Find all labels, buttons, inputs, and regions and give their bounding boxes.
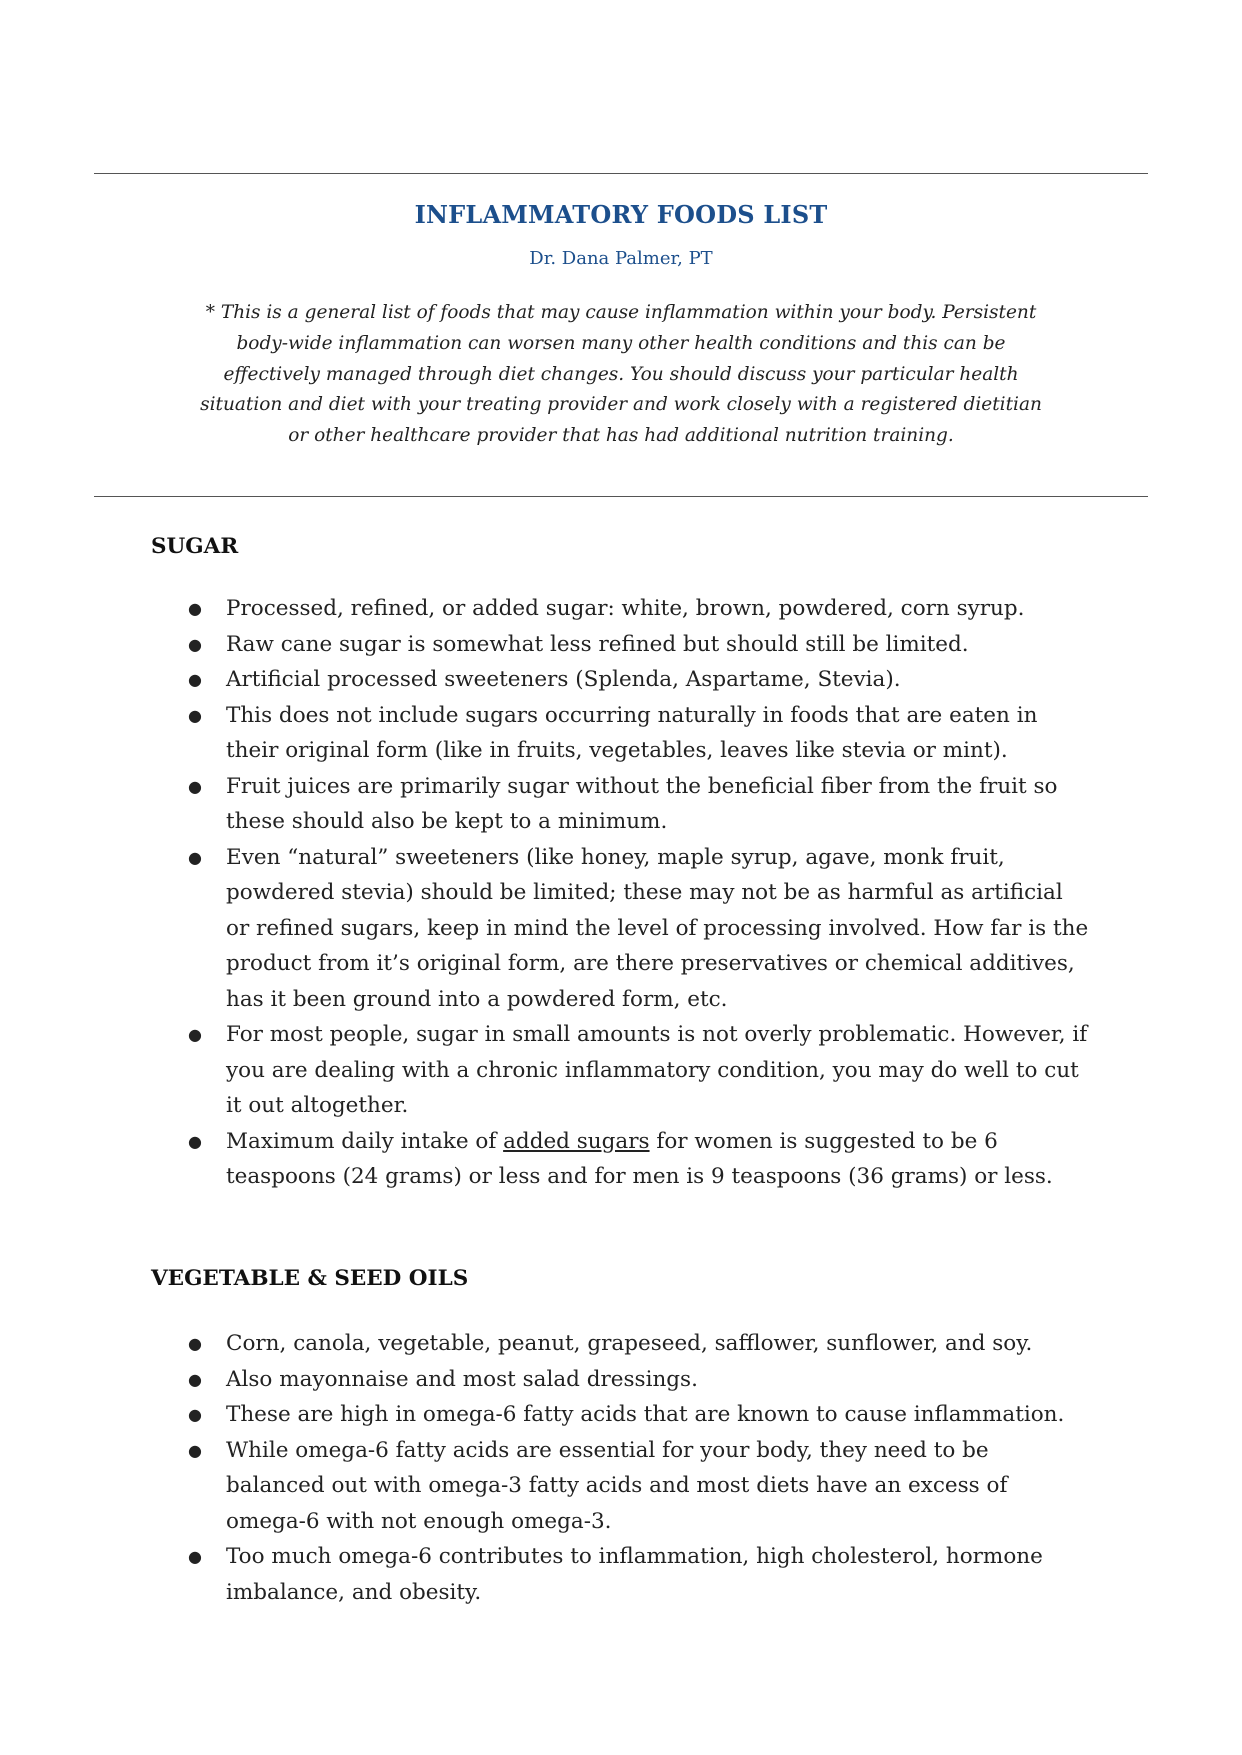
list-item: ● Raw cane sugar is somewhat less refined but should still be limited. [0,627,1242,663]
bullet-icon: ● [188,1547,202,1566]
list-item: ● This does not include sugars occurring naturally in foods that are eaten in their original form (like in fruits, vegetables, leaves like stevia or mint). [0,698,1242,769]
bullet-icon: ● [188,776,202,796]
added-sugars-link[interactable]: added sugars [503,1128,650,1154]
list-item: ● For most people, sugar in small amounts is not overly problematic. However, if you are dealing with a chronic inflammatory condition, you may do well to cut it out altogether. [0,1017,1242,1124]
list-item: ● Fruit juices are primarily sugar without the beneficial fiber from the fruit so these should also be kept to a minimum. [0,769,1242,840]
bullet-icon: ● [188,847,202,867]
bullet-icon: ● [188,1025,202,1044]
section-heading-sugar: SUGAR [151,534,239,559]
bullet-icon: ● [188,1440,202,1460]
list-item: ● Processed, refined, or added sugar: white, brown, powdered, corn syrup. [0,591,1242,627]
list-item: ● Maximum daily intake of added sugars for women is suggested to be 6 teaspoons (24 grams) or less and for men is 9 teaspoons (36 grams) or less. [0,1124,1242,1195]
bullet-icon: ● [188,670,202,689]
bullet-icon: ● [188,634,202,654]
bullet-icon: ● [188,1369,202,1389]
list-item: ● Too much omega-6 contributes to inflammation, high cholesterol, hormone imbalance, and obesity. [0,1539,1242,1610]
author-line: Dr. Dana Palmer, PT [529,248,713,269]
list-item: ● Artificial processed sweeteners (Splenda, Aspartame, Stevia). [0,662,1242,698]
section-heading-oils: VEGETABLE & SEED OILS [151,1266,469,1291]
oils-list [0,1326,1242,1610]
top-divider [94,173,1148,174]
list-item: ● Corn, canola, vegetable, peanut, grapeseed, safflower, sunflower, and soy. [0,1326,1242,1362]
bullet-icon: ● [188,705,202,725]
list-item: ● While omega-6 fatty acids are essential for your body, they need to be balanced out with omega-3 fatty acids and most diets have an excess of omega-6 with not enough omega-3. [0,1433,1242,1540]
page-title: INFLAMMATORY FOODS LIST [414,200,828,229]
list-item: ● Even “natural” sweeteners (like honey, maple syrup, agave, monk fruit, powdered stevia) should be limited; these may not be as harmful as artificial or refined sugars, keep in mind the level of processing involved. How far is the product from it’s original form, are there preservatives or chemical additives, has it been ground into a powdered form, etc. [0,840,1242,1018]
disclaimer-text: * This is a general list of foods that may cause inflammation within your body. Persistent body-wide inflammation can worsen many other health conditions and this can be effectively managed through diet changes. You should discuss your particular health situation and diet with your treating provider and work closely with a registered dietitian or other healthcare provider that has had additional nutrition training. [200,302,1042,447]
bottom-divider [94,496,1148,497]
list-item: ● These are high in omega-6 fatty acids that are known to cause inflammation. [0,1397,1242,1433]
list-item: ● Also mayonnaise and most salad dressings. [0,1362,1242,1398]
bullet-icon: ● [188,599,202,618]
bullet-icon: ● [188,1131,202,1151]
sugar-list [0,591,1242,1195]
bullet-icon: ● [188,1334,202,1353]
bullet-icon: ● [188,1405,202,1424]
